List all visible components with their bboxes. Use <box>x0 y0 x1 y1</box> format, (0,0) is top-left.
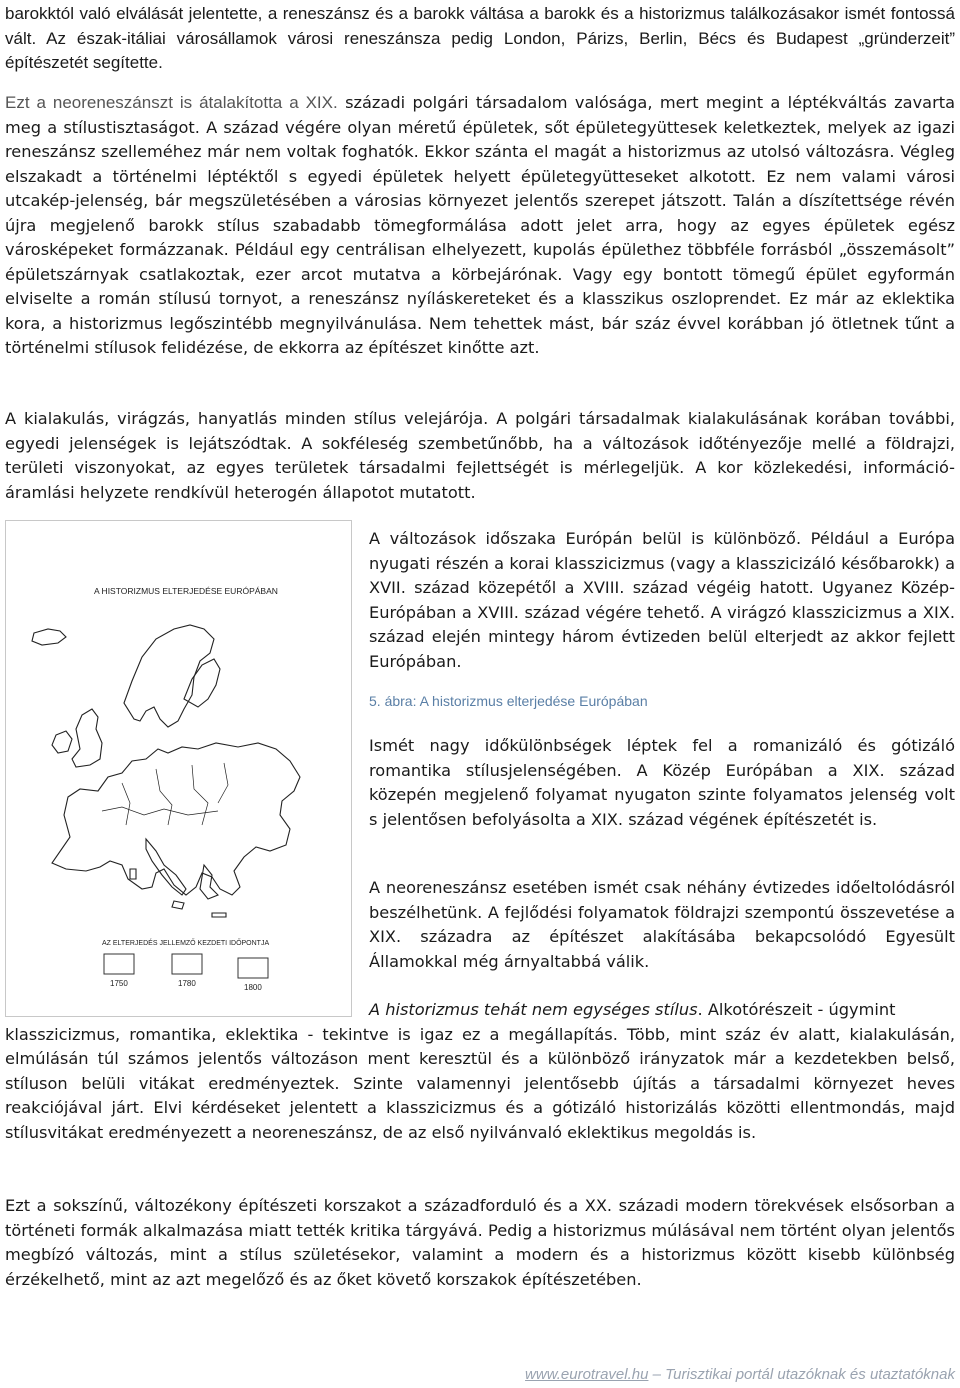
legend-title: AZ ELTERJEDÉS JELLEMZŐ KEZDETI IDŐPONTJA <box>102 940 270 947</box>
legend-label-1750: 1750 <box>110 979 128 988</box>
legend-swatch-1800 <box>238 958 268 978</box>
historicism-lead-text: . Alkotórészeit - úgymint <box>697 1000 896 1019</box>
paragraph-historicism-not-unified <box>5 998 955 1145</box>
footer-link[interactable]: www.eurotravel.hu <box>525 1366 649 1383</box>
paragraph-neorenaissance-lead: Ezt a neoreneszánszt is átalakította a XIX. <box>5 93 338 112</box>
figure-caption: 5. ábra: A historizmus elterjedése Európában <box>369 693 648 709</box>
legend <box>104 954 268 992</box>
side-paragraph-romanticism: Ismét nagy időkülönbségek léptek fel a romanizáló és gótizáló romantika stílusjelenségében. A Közép Európában a XIX. század közepén megjelenő folyamat nyugaton szinte folyamatos jelenség volt s jelentősen befolyásolta a XIX. század végének építészetét is. <box>369 736 955 829</box>
paragraph-neorenaissance <box>5 91 955 361</box>
map-title: A HISTORIZMUS ELTERJEDÉSE EURÓPÁBAN <box>94 586 278 596</box>
paragraph-neorenaissance-body: századi polgári társadalom valósága, mert megint a léptékváltás zavarta meg a stílustisztaságot. A század végére olyan méretű épületek, sőt épületegyüttesek keletkeztek, melyek az igazi reneszánsz szelleméhez már nem voltak foghatók. Ekkor szánta el magát a historizmus az utolsó változásra. Végleg elszakadt a történelmi léptéktől s egyedi épületek helyett épületegyütteseket alkotott. Ez nem valami városi utcakép-jelenség, bár megszületésében a városias környezet jelentős szerepet játszott. Talán a díszítettsége révén újra megjelenő barokk stílus szabadabb tömegformálása adott jelet arra, hogy az egyes épületek egész városképeket formázzanak. Például egy centrálisan elhelyezett, kupolás épülethez többféle forrásból „összemásolt” épületszárnyak csatlakoztak, ezer arcot mutatva a körbejárónak. Vagy egy bontott tömegű épület egyformán elviselte a román stílusú tornyot, a reneszánsz nyíláskereteket és a klasszikus oszloprendet. Ez már az eklektika kora, a historizmus legőszintébb megnyilvánulása. Nem tehettek mást, bár száz évvel korábban jó ötletnek tűnt a történelmi stílusok felidézése, de ekkorra az építészet kinőtte azt. <box>5 93 955 357</box>
legend-label-1800: 1800 <box>244 983 262 992</box>
legend-label-1780: 1780 <box>178 979 196 988</box>
historicism-italic-phrase: A historizmus tehát nem egységes stílus <box>369 1000 698 1019</box>
paragraph-lifecycle: A kialakulás, virágzás, hanyatlás minden stílus velejárója. A polgári társadalmak kialakulásának korában további, egyedi jelenségek is lejátszódtak. A sokféleség szembetűnőbb, ha a változások időtényezője mellé a földrajzi, területi viszonyokat, az egyes területek társadalmi fejlettségét is mérlegeljük. A kor közlekedési, információ-áramlási helyzete rendkívül heterogén állapotot mutatott. <box>5 409 955 502</box>
page-footer <box>525 1366 955 1383</box>
historicism-body-text: klasszicizmus, romantika, eklektika - tekintve is igaz ez a megállapítás. Több, mint száz év alatt, kialakulásán, elmúlásán túl számos jelentős változáson ment keresztül és a különböző irányzatok már a kezdetekben belső, stíluson belüli vitákat eredményeztek. Szinte valamennyi jelentősebb újítás a társadalmi környezet heves reakciójával járt. Elvi kérdéseket jelentett a klasszicizmus és a gótizáló historizálás közötti ellentmondás, majd stílusvitákat eredményezett a neoreneszánsz, de az első nyilvánvaló eklektikus megoldás is. <box>5 1024 955 1142</box>
legend-swatch-1780 <box>172 954 202 974</box>
side-paragraph-classicism: A változások időszaka Európán belül is különböző. Például a Európa nyugati részén a korai klasszicizmus (vagy a klasszicizáló későbarokk) a XVII. század közepétől a XVIII. század végéig hatott. Ugyanez Közép-Európában a XVIII. század végére tehető. A virágzó klasszicizmus a XIX. század elején mintegy három évtizeden belül elterjedt az akkor fejlett Európában. <box>369 529 955 671</box>
paragraph-critique: Ezt a sokszínű, változékony építészeti korszakot a századforduló és a XX. századi modern törekvések elsősorban a történeti formák alkalmazása miatt tették kritika tárgyává. Pedig a historizmus múlásával nem történt olyan jelentős megbízó változás, mint a stílus születésekor, valamint a modern és a historizmus között kisebb különbség érzékelhető, mint az azt megelőző és az őket követő korszakok építészetében. <box>5 1196 955 1289</box>
europe-map-figure <box>5 520 352 1017</box>
paragraph-historicism-first-line <box>5 998 955 1023</box>
paragraph-intro: barokktól való elválását jelentette, a reneszánsz és a barokk váltása a barokk és a historizmus találkozásakor ismét fontossá vált. Az észak-itáliai városállamok városi reneszánsza pedig London, Párizs, Berlin, Bécs és Budapest „gründerzeit” építészetét segítette. <box>5 4 955 72</box>
europe-map-image <box>6 521 351 1016</box>
side-paragraph-neorenaissance: A neoreneszánsz esetében ismét csak néhány évtizedes időeltolódásról beszélhetünk. A fejlődési folyamatok földrajzi szempontú összevetése a XIX. századra az építészet alakításába bekapcsolódó Egyesült Államokkal még árnyaltabbá válik. <box>369 878 955 971</box>
legend-swatch-1750 <box>104 954 134 974</box>
footer-text: – Turisztikai portál utazóknak és utaztatóknak <box>648 1366 955 1383</box>
europe-outline <box>32 625 300 917</box>
